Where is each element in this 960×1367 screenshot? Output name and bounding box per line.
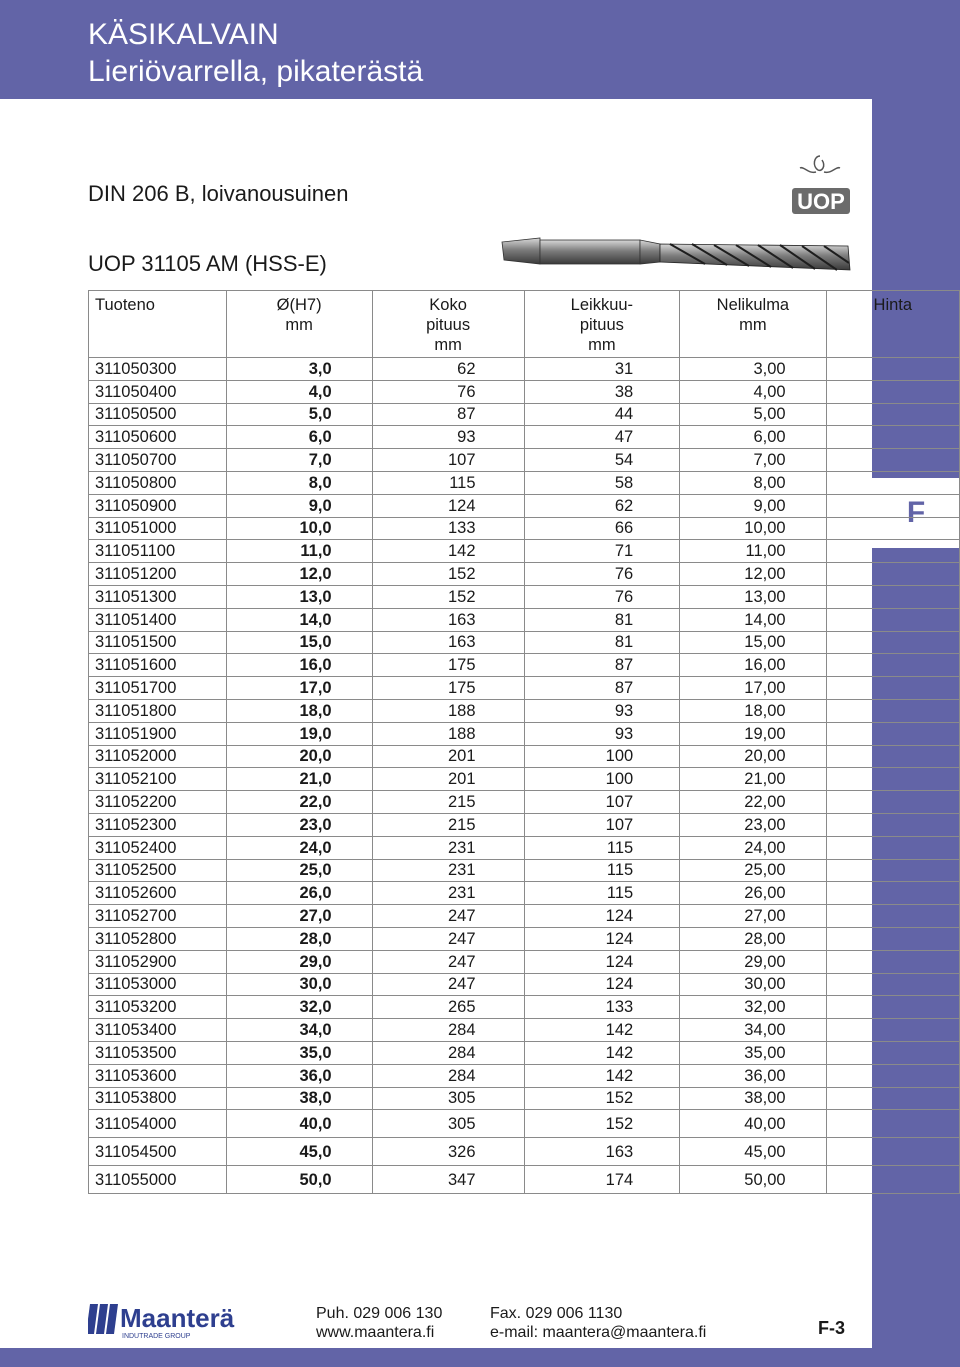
table-row	[89, 1041, 960, 1064]
cell-square: 29,00	[680, 950, 826, 973]
cell-price	[826, 654, 959, 677]
section-tab: F	[872, 478, 960, 548]
table-row	[89, 882, 960, 905]
cell-total-length: 215	[372, 813, 524, 836]
page-subtitle-heading: Lieriövarrella, pikaterästä	[88, 55, 424, 88]
cell-square: 17,00	[680, 677, 826, 700]
table-row	[89, 1064, 960, 1087]
cell-total-length: 87	[372, 403, 524, 426]
cell-diameter: 20,0	[226, 745, 372, 768]
cell-diameter: 26,0	[226, 882, 372, 905]
cell-square: 13,00	[680, 585, 826, 608]
cell-square: 30,00	[680, 973, 826, 996]
cell-price	[826, 722, 959, 745]
cell-total-length: 284	[372, 1041, 524, 1064]
header-total-length: Koko pituus mm	[372, 291, 524, 358]
cell-square: 20,00	[680, 745, 826, 768]
cell-tuoteno: 311054500	[89, 1138, 227, 1166]
table-row	[89, 608, 960, 631]
cell-diameter: 50,0	[226, 1166, 372, 1194]
cell-tuoteno: 311054000	[89, 1110, 227, 1138]
cell-cutting-length: 44	[524, 403, 680, 426]
cell-cutting-length: 58	[524, 471, 680, 494]
cell-total-length: 93	[372, 426, 524, 449]
cell-square: 34,00	[680, 1019, 826, 1042]
table-header-row	[89, 291, 960, 358]
cell-tuoteno: 311052600	[89, 882, 227, 905]
cell-cutting-length: 107	[524, 813, 680, 836]
cell-diameter: 30,0	[226, 973, 372, 996]
reamer-image	[500, 230, 852, 280]
table-row	[89, 426, 960, 449]
cell-price	[826, 494, 959, 517]
cell-total-length: 175	[372, 654, 524, 677]
cell-square: 19,00	[680, 722, 826, 745]
cell-tuoteno: 311051600	[89, 654, 227, 677]
cell-total-length: 215	[372, 791, 524, 814]
cell-tuoteno: 311052700	[89, 905, 227, 928]
cell-diameter: 45,0	[226, 1138, 372, 1166]
header-cutting-length: Leikkuu- pituus mm	[524, 291, 680, 358]
cell-price	[826, 563, 959, 586]
cell-cutting-length: 152	[524, 1110, 680, 1138]
cell-tuoteno: 311053500	[89, 1041, 227, 1064]
header-diameter: Ø(H7) mm	[226, 291, 372, 358]
cell-cutting-length: 142	[524, 1041, 680, 1064]
table-row	[89, 791, 960, 814]
cell-tuoteno: 311051700	[89, 677, 227, 700]
cell-total-length: 107	[372, 449, 524, 472]
cell-square: 15,00	[680, 631, 826, 654]
spec-table	[88, 290, 960, 1194]
table-row	[89, 654, 960, 677]
cell-diameter: 32,0	[226, 996, 372, 1019]
cell-price	[826, 403, 959, 426]
cell-total-length: 231	[372, 836, 524, 859]
cell-tuoteno: 311051200	[89, 563, 227, 586]
header-square: Nelikulma mm	[680, 291, 826, 358]
cell-cutting-length: 107	[524, 791, 680, 814]
cell-total-length: 284	[372, 1019, 524, 1042]
cell-total-length: 326	[372, 1138, 524, 1166]
cell-diameter: 4,0	[226, 380, 372, 403]
table-row	[89, 768, 960, 791]
cell-cutting-length: 54	[524, 449, 680, 472]
cell-tuoteno: 311050700	[89, 449, 227, 472]
cell-tuoteno: 311051100	[89, 540, 227, 563]
cell-total-length: 188	[372, 722, 524, 745]
cell-tuoteno: 311051800	[89, 699, 227, 722]
cell-square: 5,00	[680, 403, 826, 426]
table-row	[89, 745, 960, 768]
cell-price	[826, 585, 959, 608]
uop-logo	[786, 152, 854, 222]
cell-price	[826, 996, 959, 1019]
cell-diameter: 15,0	[226, 631, 372, 654]
table-row	[89, 927, 960, 950]
cell-tuoteno: 311055000	[89, 1166, 227, 1194]
cell-price	[826, 1166, 959, 1194]
cell-diameter: 14,0	[226, 608, 372, 631]
maantera-logo-subtext: INDUTRADE GROUP	[122, 1333, 191, 1340]
cell-square: 32,00	[680, 996, 826, 1019]
cell-square: 8,00	[680, 471, 826, 494]
cell-price	[826, 950, 959, 973]
cell-cutting-length: 93	[524, 699, 680, 722]
cell-tuoteno: 311050900	[89, 494, 227, 517]
table-row	[89, 905, 960, 928]
cell-cutting-length: 142	[524, 1064, 680, 1087]
cell-cutting-length: 71	[524, 540, 680, 563]
cell-tuoteno: 311052400	[89, 836, 227, 859]
cell-tuoteno: 311052100	[89, 768, 227, 791]
cell-total-length: 305	[372, 1087, 524, 1110]
cell-square: 11,00	[680, 540, 826, 563]
cell-total-length: 62	[372, 358, 524, 381]
cell-tuoteno: 311050600	[89, 426, 227, 449]
cell-tuoteno: 311052800	[89, 927, 227, 950]
cell-price	[826, 905, 959, 928]
cell-total-length: 231	[372, 859, 524, 882]
cell-square: 26,00	[680, 882, 826, 905]
cell-square: 22,00	[680, 791, 826, 814]
cell-tuoteno: 311053000	[89, 973, 227, 996]
cell-cutting-length: 124	[524, 927, 680, 950]
table-row	[89, 836, 960, 859]
cell-diameter: 8,0	[226, 471, 372, 494]
cell-diameter: 40,0	[226, 1110, 372, 1138]
cell-tuoteno: 311050300	[89, 358, 227, 381]
cell-square: 3,00	[680, 358, 826, 381]
table-row	[89, 1019, 960, 1042]
cell-diameter: 17,0	[226, 677, 372, 700]
cell-diameter: 16,0	[226, 654, 372, 677]
cell-cutting-length: 100	[524, 745, 680, 768]
cell-square: 12,00	[680, 563, 826, 586]
cell-diameter: 35,0	[226, 1041, 372, 1064]
cell-diameter: 12,0	[226, 563, 372, 586]
cell-square: 4,00	[680, 380, 826, 403]
cell-square: 36,00	[680, 1064, 826, 1087]
cell-square: 45,00	[680, 1138, 826, 1166]
cell-cutting-length: 87	[524, 677, 680, 700]
table-row	[89, 449, 960, 472]
cell-total-length: 347	[372, 1166, 524, 1194]
table-row	[89, 722, 960, 745]
cell-price	[826, 380, 959, 403]
table-row	[89, 813, 960, 836]
cell-cutting-length: 124	[524, 905, 680, 928]
cell-tuoteno: 311052300	[89, 813, 227, 836]
cell-tuoteno: 311051400	[89, 608, 227, 631]
cell-square: 25,00	[680, 859, 826, 882]
cell-cutting-length: 93	[524, 722, 680, 745]
table-row	[89, 1166, 960, 1194]
cell-tuoteno: 311051300	[89, 585, 227, 608]
header-tuoteno: Tuoteno	[89, 291, 227, 358]
cell-tuoteno: 311050400	[89, 380, 227, 403]
cell-price	[826, 882, 959, 905]
cell-total-length: 76	[372, 380, 524, 403]
cell-price	[826, 449, 959, 472]
table-row	[89, 859, 960, 882]
cell-tuoteno: 311053400	[89, 1019, 227, 1042]
cell-cutting-length: 81	[524, 631, 680, 654]
cell-price	[826, 540, 959, 563]
cell-price	[826, 813, 959, 836]
cell-total-length: 247	[372, 973, 524, 996]
cell-total-length: 231	[372, 882, 524, 905]
cell-diameter: 6,0	[226, 426, 372, 449]
cell-cutting-length: 115	[524, 882, 680, 905]
cell-total-length: 247	[372, 950, 524, 973]
cell-diameter: 19,0	[226, 722, 372, 745]
cell-square: 27,00	[680, 905, 826, 928]
cell-diameter: 11,0	[226, 540, 372, 563]
cell-price	[826, 791, 959, 814]
cell-diameter: 38,0	[226, 1087, 372, 1110]
cell-diameter: 34,0	[226, 1019, 372, 1042]
cell-cutting-length: 115	[524, 859, 680, 882]
cell-square: 24,00	[680, 836, 826, 859]
table-row	[89, 517, 960, 540]
cell-price	[826, 699, 959, 722]
uop-logo-text: UOP	[797, 189, 845, 214]
cell-diameter: 7,0	[226, 449, 372, 472]
table-row	[89, 380, 960, 403]
cell-diameter: 36,0	[226, 1064, 372, 1087]
table-row	[89, 563, 960, 586]
cell-square: 50,00	[680, 1166, 826, 1194]
cell-diameter: 24,0	[226, 836, 372, 859]
cell-cutting-length: 76	[524, 563, 680, 586]
cell-cutting-length: 87	[524, 654, 680, 677]
cell-square: 7,00	[680, 449, 826, 472]
cell-square: 38,00	[680, 1087, 826, 1110]
cell-price	[826, 631, 959, 654]
header-band	[0, 0, 872, 99]
cell-cutting-length: 100	[524, 768, 680, 791]
cell-square: 6,00	[680, 426, 826, 449]
cell-tuoteno: 311050500	[89, 403, 227, 426]
cell-tuoteno: 311053800	[89, 1087, 227, 1110]
cell-tuoteno: 311050800	[89, 471, 227, 494]
cell-tuoteno: 311053200	[89, 996, 227, 1019]
cell-tuoteno: 311053600	[89, 1064, 227, 1087]
cell-tuoteno: 311051900	[89, 722, 227, 745]
cell-cutting-length: 152	[524, 1087, 680, 1110]
cell-square: 18,00	[680, 699, 826, 722]
cell-cutting-length: 115	[524, 836, 680, 859]
footer-phone: Puh. 029 006 130	[316, 1305, 443, 1322]
cell-total-length: 284	[372, 1064, 524, 1087]
table-row	[89, 996, 960, 1019]
page-title: KÄSIKALVAIN	[88, 18, 279, 51]
cell-cutting-length: 142	[524, 1019, 680, 1042]
cell-cutting-length: 31	[524, 358, 680, 381]
cell-price	[826, 1064, 959, 1087]
table-row	[89, 1138, 960, 1166]
footer-fax: Fax. 029 006 1130	[490, 1305, 623, 1322]
cell-total-length: 152	[372, 563, 524, 586]
cell-diameter: 18,0	[226, 699, 372, 722]
cell-diameter: 27,0	[226, 905, 372, 928]
cell-cutting-length: 81	[524, 608, 680, 631]
footer-email-link[interactable]: e-mail: maantera@maantera.fi	[490, 1324, 707, 1341]
cell-price	[826, 836, 959, 859]
cell-diameter: 21,0	[226, 768, 372, 791]
cell-cutting-length: 124	[524, 973, 680, 996]
cell-price	[826, 677, 959, 700]
table-row	[89, 950, 960, 973]
cell-cutting-length: 133	[524, 996, 680, 1019]
cell-total-length: 163	[372, 631, 524, 654]
cell-diameter: 29,0	[226, 950, 372, 973]
cell-price	[826, 745, 959, 768]
cell-diameter: 13,0	[226, 585, 372, 608]
table-row	[89, 358, 960, 381]
cell-total-length: 152	[372, 585, 524, 608]
table-row	[89, 494, 960, 517]
cell-total-length: 247	[372, 905, 524, 928]
cell-price	[826, 1138, 959, 1166]
cell-price	[826, 973, 959, 996]
table-row	[89, 540, 960, 563]
cell-price	[826, 1087, 959, 1110]
cell-tuoteno: 311052500	[89, 859, 227, 882]
cell-price	[826, 859, 959, 882]
cell-cutting-length: 47	[524, 426, 680, 449]
cell-tuoteno: 311052000	[89, 745, 227, 768]
cell-cutting-length: 76	[524, 585, 680, 608]
cell-square: 23,00	[680, 813, 826, 836]
cell-tuoteno: 311051500	[89, 631, 227, 654]
cell-square: 14,00	[680, 608, 826, 631]
cell-cutting-length: 124	[524, 950, 680, 973]
cell-total-length: 115	[372, 471, 524, 494]
table-row	[89, 1110, 960, 1138]
cell-square: 40,00	[680, 1110, 826, 1138]
cell-square: 9,00	[680, 494, 826, 517]
cell-price	[826, 768, 959, 791]
product-code: UOP 31105 AM (HSS-E)	[88, 251, 327, 276]
standard-subtitle: DIN 206 B, loivanousuinen	[88, 181, 349, 206]
table-row	[89, 699, 960, 722]
cell-diameter: 3,0	[226, 358, 372, 381]
header-price: Hinta	[826, 291, 959, 358]
table-row	[89, 973, 960, 996]
bottom-band	[0, 1348, 960, 1367]
cell-tuoteno: 311051000	[89, 517, 227, 540]
footer-web-link[interactable]: www.maantera.fi	[316, 1324, 435, 1341]
page-number: F-3	[818, 1318, 845, 1338]
cell-price	[826, 358, 959, 381]
cell-diameter: 22,0	[226, 791, 372, 814]
table-row	[89, 403, 960, 426]
table-row	[89, 585, 960, 608]
cell-cutting-length: 174	[524, 1166, 680, 1194]
cell-diameter: 28,0	[226, 927, 372, 950]
cell-price	[826, 1019, 959, 1042]
cell-price	[826, 517, 959, 540]
cell-cutting-length: 163	[524, 1138, 680, 1166]
maantera-logo-text: Maanterä	[120, 1303, 235, 1333]
cell-total-length: 133	[372, 517, 524, 540]
cell-price	[826, 1041, 959, 1064]
cell-total-length: 188	[372, 699, 524, 722]
cell-square: 28,00	[680, 927, 826, 950]
table-row	[89, 677, 960, 700]
cell-total-length: 175	[372, 677, 524, 700]
cell-tuoteno: 311052900	[89, 950, 227, 973]
cell-diameter: 10,0	[226, 517, 372, 540]
cell-total-length: 201	[372, 745, 524, 768]
cell-square: 16,00	[680, 654, 826, 677]
cell-total-length: 201	[372, 768, 524, 791]
cell-total-length: 305	[372, 1110, 524, 1138]
cell-diameter: 25,0	[226, 859, 372, 882]
cell-cutting-length: 38	[524, 380, 680, 403]
cell-diameter: 23,0	[226, 813, 372, 836]
cell-square: 21,00	[680, 768, 826, 791]
cell-total-length: 247	[372, 927, 524, 950]
cell-price	[826, 608, 959, 631]
cell-diameter: 9,0	[226, 494, 372, 517]
cell-total-length: 142	[372, 540, 524, 563]
cell-square: 35,00	[680, 1041, 826, 1064]
cell-cutting-length: 66	[524, 517, 680, 540]
table-row	[89, 631, 960, 654]
cell-price	[826, 426, 959, 449]
cell-price	[826, 471, 959, 494]
cell-square: 10,00	[680, 517, 826, 540]
cell-total-length: 163	[372, 608, 524, 631]
maantera-logo	[88, 1300, 258, 1340]
cell-total-length: 124	[372, 494, 524, 517]
cell-cutting-length: 62	[524, 494, 680, 517]
table-row	[89, 471, 960, 494]
cell-total-length: 265	[372, 996, 524, 1019]
cell-diameter: 5,0	[226, 403, 372, 426]
cell-price	[826, 1110, 959, 1138]
cell-tuoteno: 311052200	[89, 791, 227, 814]
cell-price	[826, 927, 959, 950]
table-row	[89, 1087, 960, 1110]
